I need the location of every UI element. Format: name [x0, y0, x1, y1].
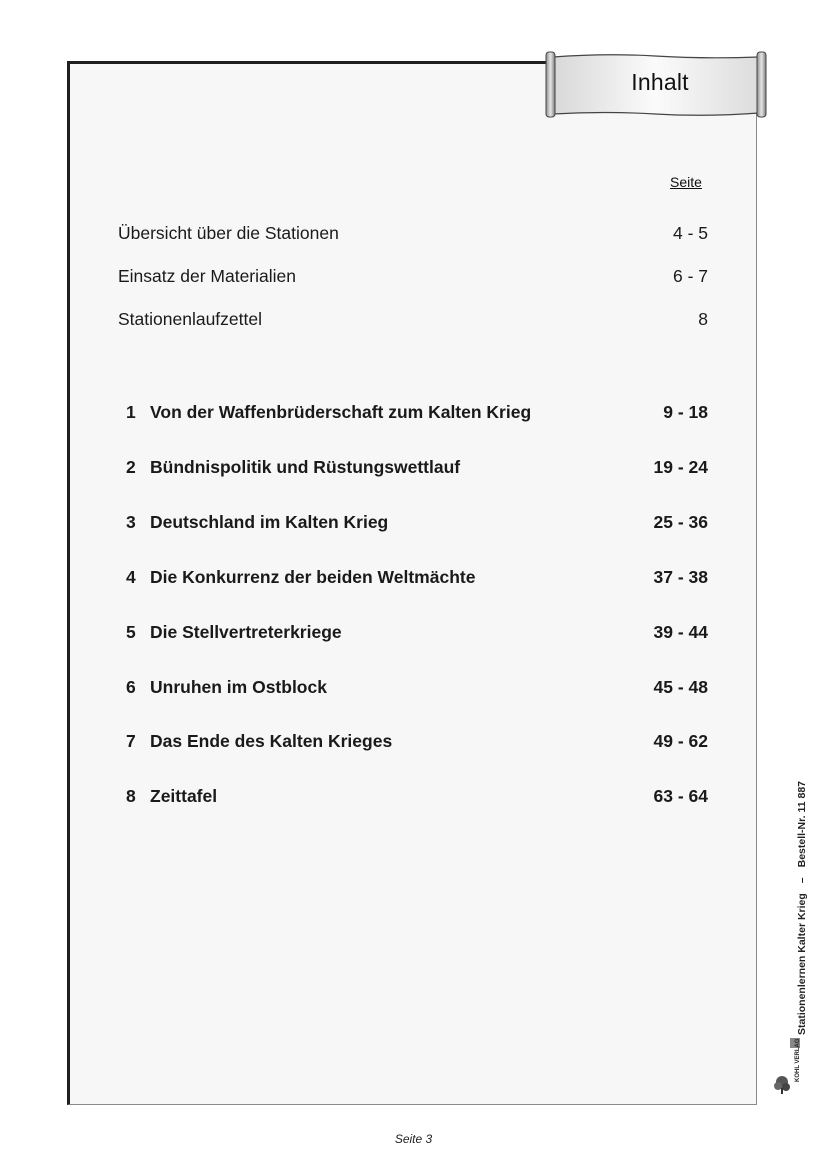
toc-entry-label: Stationenlaufzettel	[118, 309, 262, 329]
chapter-number: 2	[126, 457, 136, 477]
chapter-pages: 19 - 24	[653, 457, 708, 477]
toc-entry-label: Übersicht über die Stationen	[118, 223, 339, 243]
chapter-pages: 25 - 36	[653, 512, 708, 532]
toc-entry-label: Einsatz der Materialien	[118, 266, 296, 286]
chapter-title: Die Konkurrenz der beiden Weltmächte	[150, 567, 476, 587]
chapter-title: Von der Waffenbrüderschaft zum Kalten Krieg	[150, 402, 532, 422]
chapter-number: 7	[126, 731, 136, 751]
chapter-title: Bündnispolitik und Rüstungswettlauf	[150, 457, 461, 477]
chapter-pages: 9 - 18	[663, 402, 708, 422]
side-title: Stationenlernen Kalter Krieg	[796, 893, 808, 1035]
title-banner	[545, 51, 767, 119]
chapter-pages: 45 - 48	[653, 677, 708, 697]
side-separator: –	[796, 877, 808, 884]
chapter-number: 5	[126, 622, 136, 642]
publisher-name: KOHL VERLAG	[795, 1038, 801, 1082]
chapter-title: Zeittafel	[150, 786, 218, 806]
toc-entry-pages: 4 - 5	[672, 223, 708, 243]
side-imprint	[796, 775, 808, 1035]
toc-chapter-row	[118, 457, 708, 483]
chapter-number: 3	[126, 512, 136, 532]
toc-entry-pages: 6 - 7	[672, 266, 708, 286]
side-order-number: Bestell-Nr. 11 887	[796, 780, 808, 868]
toc-chapter-row	[118, 512, 708, 538]
toc-intro-row	[118, 309, 708, 335]
toc-intro-row	[118, 223, 708, 249]
chapter-title: Deutschland im Kalten Krieg	[150, 512, 389, 532]
toc-chapter-row	[118, 622, 708, 648]
toc-entry-pages: 8	[698, 309, 708, 329]
page-column-header: Seite	[670, 174, 702, 190]
chapter-number: 4	[126, 567, 136, 587]
toc-chapter-row	[118, 731, 708, 757]
chapter-pages: 39 - 44	[653, 622, 708, 642]
chapter-pages: 63 - 64	[653, 786, 708, 806]
toc-chapter-row	[118, 402, 708, 428]
chapter-number: 6	[126, 677, 136, 697]
chapter-number: 8	[126, 786, 136, 806]
page-number: Seite 3	[394, 1132, 433, 1146]
chapter-title: Das Ende des Kalten Krieges	[150, 731, 393, 751]
page-title: Inhalt	[631, 69, 689, 95]
toc-chapter-row	[118, 786, 708, 812]
chapter-number: 1	[126, 402, 136, 422]
chapter-pages: 49 - 62	[653, 731, 708, 751]
toc-chapter-row	[118, 677, 708, 703]
chapter-title: Die Stellvertreterkriege	[150, 622, 342, 642]
toc-chapter-row	[118, 567, 708, 593]
chapter-pages: 37 - 38	[653, 567, 708, 587]
toc-intro-row	[118, 266, 708, 292]
chapter-title: Unruhen im Ostblock	[150, 677, 327, 697]
